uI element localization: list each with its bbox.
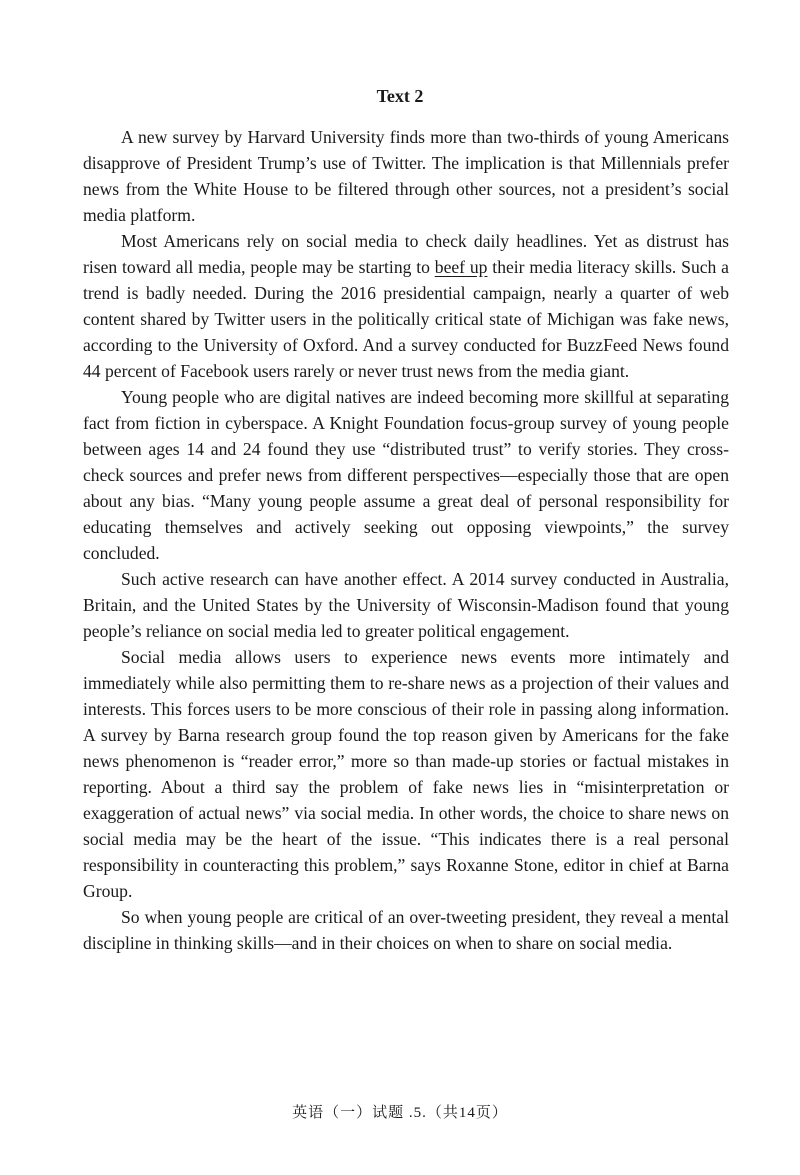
underlined-phrase: beef up xyxy=(434,257,488,277)
paragraph-2-before: Most Americans rely on social media to check daily headlines. Yet as distrust has risen toward all media, people may be starting to xyxy=(83,231,729,277)
paragraph-2-after: their media literacy skills. Such a trend is badly needed. During the 2016 presidential campaign, nearly a quarter of web content shared by Twitter users in the politically critical state of Michigan was fake news, according to the University of Oxford. And a survey conducted for BuzzFeed News found 44 percent of Facebook users rarely or never trust news from the media giant. xyxy=(83,257,729,381)
article-body xyxy=(83,124,729,956)
paragraph-3: Young people who are digital natives are indeed becoming more skillful at separating fact from fiction in cyberspace. A Knight Foundation focus-group survey of young people between ages 14 and 24 found they use “distributed trust” to verify stories. They cross-check sources and prefer news from different perspectives—especially those that are open about any bias. “Many young people assume a great deal of personal responsibility for educating themselves and actively seeking out opposing viewpoints,” the survey concluded. xyxy=(83,387,729,563)
paragraph-1: A new survey by Harvard University finds more than two-thirds of young Americans disapprove of President Trump’s use of Twitter. The implication is that Millennials prefer news from the White House to be filtered through other sources, not a president’s social media platform. xyxy=(83,127,729,225)
paragraph-4: Such active research can have another effect. A 2014 survey conducted in Australia, Britain, and the United States by the University of Wisconsin-Madison found that young people’s reliance on social media led to greater political engagement. xyxy=(83,569,729,641)
paragraph-6: So when young people are critical of an over-tweeting president, they reveal a mental discipline in thinking skills—and in their choices on when to share on social media. xyxy=(83,907,729,953)
page-title: Text 2 xyxy=(376,86,424,106)
page-footer: 英语（一）试题 .5.（共14页） xyxy=(292,1105,508,1121)
paragraph-5: Social media allows users to experience news events more intimately and immediately while also permitting them to re-share news as a projection of their values and interests. This forces users to be more conscious of their role in passing along information. A survey by Barna research group found the top reason given by Americans for the fake news phenomenon is “reader error,” more so than made-up stories or factual mistakes in reporting. About a third say the problem of fake news lies in “misinterpretation or exaggeration of actual news” via social media. In other words, the choice to share news on social media may be the heart of the issue. “This indicates there is a real personal responsibility in counteracting this problem,” says Roxanne Stone, editor in chief at Barna Group. xyxy=(83,647,729,901)
paragraph-2 xyxy=(83,228,729,384)
